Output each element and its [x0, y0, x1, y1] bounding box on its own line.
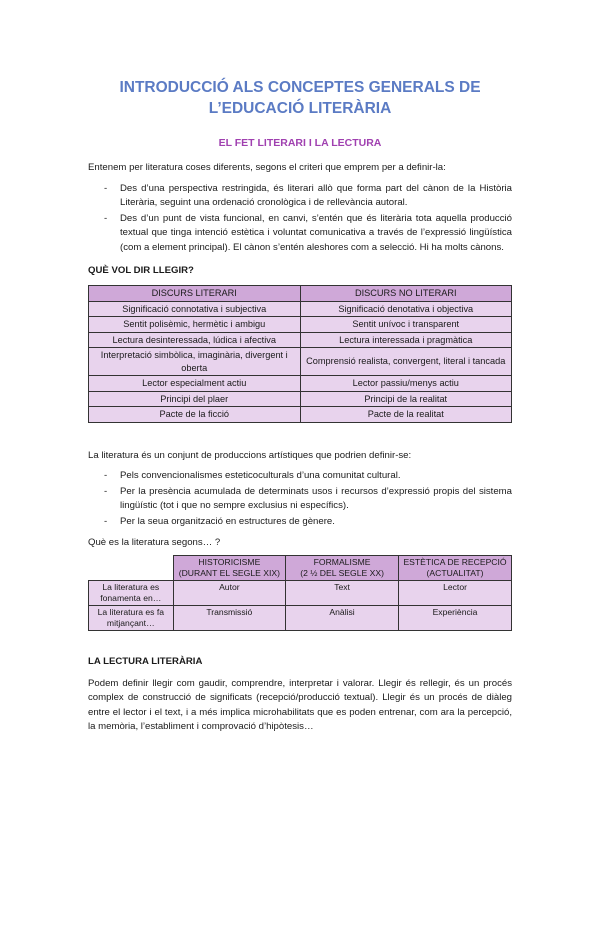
table-cell: Significació connotativa i subjectiva [89, 301, 301, 317]
title-line-1: INTRODUCCIÓ ALS CONCEPTES GENERALS DE [119, 79, 481, 96]
section-heading-lectura: LA LECTURA LITERÀRIA [88, 655, 203, 667]
table-corner-cell [89, 555, 174, 580]
table-row [89, 407, 512, 423]
intro-list [88, 182, 512, 256]
header-line: (DURANT EL SEGLE XIX) [178, 567, 280, 578]
table-row-header: La literatura es fonamenta en… [89, 580, 174, 605]
document-title [88, 77, 512, 119]
reading-paragraph: Podem definir llegir com gaudir, comprendre, interpretar i valorar. Llegir és rellegir, és un procés complex de construcció de significats (recepció/producció textual). Llegir és un procés de diàleg entre el lector i el text, i a més implica microhabilitats que es poden entrenar, com ara la percepció, la memòria, l’establiment i comprovació d’hipòtesis… [88, 677, 512, 732]
table-header-cell: DISCURS LITERARI [89, 286, 301, 302]
table-cell: Autor [173, 580, 286, 605]
table-header-cell [399, 555, 512, 580]
table-cell: Lectura desinteressada, lúdica i afectiva [89, 332, 301, 348]
header-line: HISTORICISME [198, 556, 261, 567]
table-cell: Sentit unívoc i transparent [300, 317, 512, 333]
header-line: FORMALISME [313, 556, 371, 567]
table-cell: Anàlisi [286, 605, 399, 630]
literature-definition-list [88, 469, 512, 529]
table-cell: Sentit polisèmic, hermètic i ambigu [89, 317, 301, 333]
table-cell: Transmissió [173, 605, 286, 630]
table-header-row [89, 555, 512, 580]
table-cell: Lector passiu/menys actiu [300, 376, 512, 392]
table-row [89, 391, 512, 407]
theories-question: Què es la literatura segons… ? [88, 537, 221, 548]
literature-definition-paragraph: La literatura és un conjunt de produccions artístiques que podrien definir-se: [88, 449, 412, 461]
header-line: ESTÈTICA DE RECEPCIÓ [403, 556, 507, 567]
table-cell: Pacte de la realitat [300, 407, 512, 423]
table-row [89, 348, 512, 376]
table-cell: Significació denotativa i objectiva [300, 301, 512, 317]
table-row [89, 332, 512, 348]
header-line: (2 ½ DEL SEGLE XX) [300, 567, 384, 578]
list-item: - Des d’un punt de vista funcional, en canvi, s’entén que és literària tota aquella producció textual que tinga intenció estètica i voluntat comunicativa a través de l’expressió lingüística (com a element principal). El cànon s’entén aleshores com a selecció. Hi ha molts cànons. [88, 212, 512, 256]
table-row [89, 605, 512, 630]
discourse-table [88, 285, 512, 423]
table-cell: Pacte de la ficció [89, 407, 301, 423]
intro-paragraph: Entenem per literatura coses diferents, segons el criteri que emprem per a definir-la: [88, 162, 446, 173]
title-line-2: L’EDUCACIÓ LITERÀRIA [208, 100, 392, 117]
table-cell: Lector especialment actiu [89, 376, 301, 392]
table-header-cell [286, 555, 399, 580]
document-page [0, 77, 600, 925]
table-cell: Principi de la realitat [300, 391, 512, 407]
header-line: (ACTUALITAT) [426, 567, 484, 578]
table-cell: Text [286, 580, 399, 605]
list-item: - Per la presència acumulada de determinats usos i recursos d’expressió propis del sistema lingüístic (tot i que no sempre exclusius ni específics). [88, 485, 512, 514]
table-cell: Experiència [399, 605, 512, 630]
table-cell: Comprensió realista, convergent, literal i tancada [300, 348, 512, 376]
table-header-cell: DISCURS NO LITERARI [300, 286, 512, 302]
document-subtitle: EL FET LITERARI I LA LECTURA [218, 137, 382, 149]
table-row [89, 376, 512, 392]
table-row [89, 301, 512, 317]
table-header-cell [173, 555, 286, 580]
list-item: - Per la seua organització en estructures de gènere. [88, 515, 512, 530]
list-item: - Des d’una perspectiva restringida, és literari allò que forma part del cànon de la Història Literària, seguint una ordenació cronològica i de rellevància autoral. [88, 182, 512, 211]
table-cell: Lector [399, 580, 512, 605]
table-header-row [89, 286, 512, 302]
table-cell: Lectura interessada i pragmàtica [300, 332, 512, 348]
list-item: - Pels convencionalismes esteticoculturals d’una comunitat cultural. [88, 469, 512, 484]
section-heading-llegir: QUÈ VOL DIR LLEGIR? [88, 265, 194, 276]
table-cell: Principi del plaer [89, 391, 301, 407]
theories-table [88, 555, 512, 631]
table-cell: Interpretació simbòlica, imaginària, divergent i oberta [89, 348, 301, 376]
table-row-header: La literatura es fa mitjançant… [89, 605, 174, 630]
table-row [89, 317, 512, 333]
table-row [89, 580, 512, 605]
